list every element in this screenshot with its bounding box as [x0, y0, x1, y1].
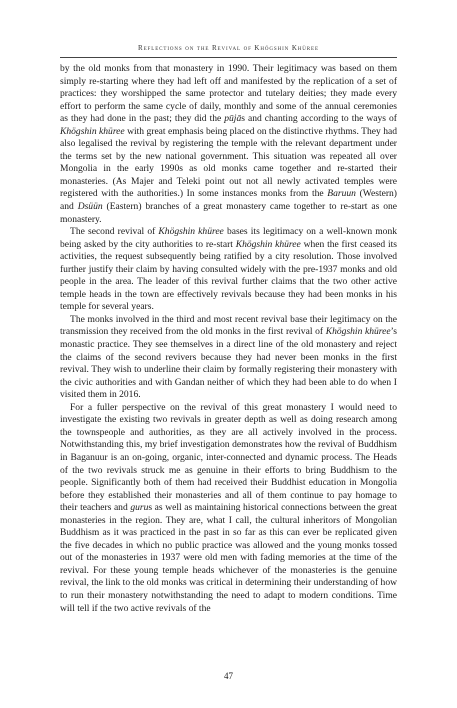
paragraph-4 — [60, 402, 397, 615]
italic-term: Khögshin khüree — [158, 226, 224, 238]
header-rule — [60, 57, 397, 58]
italic-term: pūjā — [224, 113, 242, 125]
page-number: 47 — [224, 671, 233, 681]
running-head: Reflections on the Revival of Khögshin Khüree — [138, 44, 319, 52]
italic-term: Baruun — [327, 188, 356, 200]
text-run: (Eastern) branches of a great monastery came together to re-start as one monastery. — [60, 201, 398, 225]
text-run: with great emphasis being placed on the distinctive rhythms. They had also legalised the revival by registering the temple with the relevant department under the terms set by the new national government. This situation was repeated all over Mongolia in the early 1990s as old monks came together and re-started their monasteries. (As Majer and Teleki point out not all newly activated temples were registered with the authorities.) In some instances monks from the — [60, 125, 397, 200]
text-run: (Western) and — [60, 188, 397, 213]
text-run: s and chanting according to the ways of — [241, 113, 397, 125]
paragraph-2 — [60, 226, 397, 314]
text-run: The second revival of — [70, 226, 159, 238]
text-run: For a fuller perspective on the revival of this great monastery I would need to investigate the existing two revivals in greater depth as well as doing research among the townspeople and authorities, as they are all actively involved in the process. Notwithstanding this, my brief investigation demonstrates how the revival of Buddhism in Baganuur is an on-going, organic, inter-connected and dynamic process. The Heads of the two revivals struck me as genuine in their efforts to bring Buddhism to the people. Significantly both of them had received their Buddhist education in Mongolia before they established their monasteries and all of them continue to pay homage to their teachers and — [60, 401, 397, 514]
text-run: bases its legitimacy on a well-known monk being asked by the city authorities to re-start — [60, 226, 397, 250]
paragraph-3 — [60, 314, 397, 402]
italic-term: Khögshin khüree — [60, 125, 125, 137]
italic-term: guru — [130, 502, 149, 514]
body-text — [60, 63, 397, 615]
italic-term: Khögshin khüree — [325, 326, 391, 338]
paragraph-1 — [60, 63, 397, 226]
italic-term: Khögshin khüree — [235, 238, 301, 250]
text-run: ’s monastic practice. They see themselves in a direct line of the old monastery and reject the claims of the second revivers because they had never been monks in the first revival. They wish to underline their claim by formally registering their monastery with the civic authorities and with Gandan neither of which they had been able to do when I visited them in 2016. — [60, 326, 398, 401]
italic-term: Dsüün — [77, 201, 103, 213]
text-run: when the first ceased its activities, the request subsequently being ratified by a city resolution. Those involved further justify their claim by having consulted widely with the pre-1937 monks and old people in the area. The leader of this revival further claims that the two other active temple heads in the town are effectively revivals because they had been monks in his temple for several years. — [60, 238, 397, 313]
text-run: The monks involved in the third and most recent revival base their legitimacy on the transmission they received from the old monks in the first revival of — [60, 313, 397, 338]
text-run: by the old monks from that monastery in 1990. Their legitimacy was based on them simply re-starting where they had left off and manifested by the replication of a set of practices: they worshipped the same protector and tutelary deities; they made every effort to perform the same cycle of daily, monthly and some of the annual ceremonies as they had done in the past; they did the — [60, 63, 397, 125]
text-run: s as well as maintaining historical connections between the great monasteries in the region. They are, what I call, the cultural inheritors of Mongolian Buddhism as it was practiced in the past in so far as this can ever be replicated given the five decades in which no public practice was allowed and the young monks tossed out of the monasteries in 1937 were old men with fading memories at the time of the revival. For these young temple heads whichever of the monasteries is the genuine revival, the link to the old monks was critical in determining their understanding of how to run their monastery notwithstanding the need to adapt to modern conditions. Time will tell if the two active revivals of the — [60, 502, 397, 614]
